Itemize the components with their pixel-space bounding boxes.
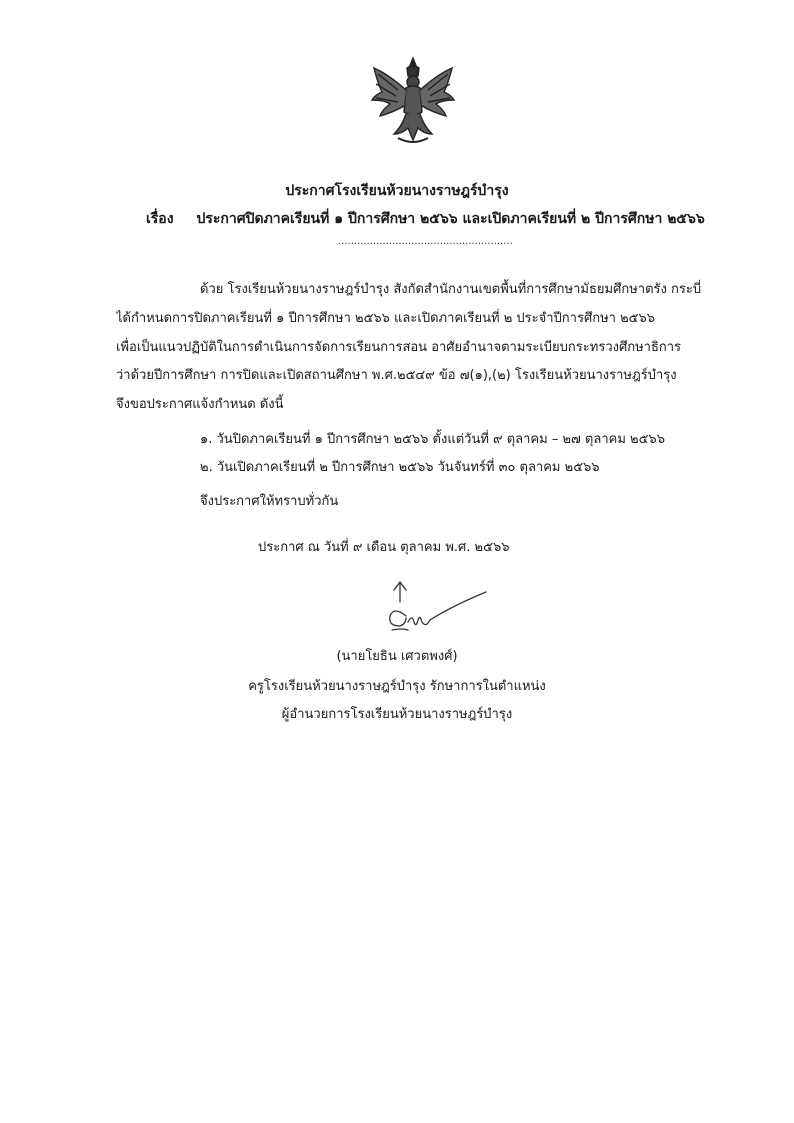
list-item: ๒. วันเปิดภาคเรียนที่ ๒ ปีการศึกษา ๒๕๖๖ วันจันทร์ที่ ๓๐ ตุลาคม ๒๕๖๖	[200, 460, 600, 475]
signer-position: ครูโรงเรียนห้วยนางราษฎร์บำรุง รักษาการในตำแหน่ง	[248, 679, 546, 694]
body-line: จึงขอประกาศแจ้งกำหนด ดังนี้	[116, 397, 284, 413]
subject-text: ประกาศปิดภาคเรียนที่ ๑ ปีการศึกษา ๒๕๖๖ และเปิดภาคเรียนที่ ๒ ปีการศึกษา ๒๕๖๖	[196, 211, 705, 227]
body-paragraph	[116, 276, 732, 420]
signer-name: (นายโยธิน เศวตพงศ์)	[336, 649, 458, 664]
subject-label: เรื่อง	[146, 211, 174, 227]
body-line: ด้วย โรงเรียนห้วยนางราษฎร์บำรุง สังกัดสำนักงานเขตพื้นที่การศึกษามัธยมศึกษาตรัง กระบี่	[200, 282, 702, 297]
signer-position: ผู้อำนวยการโรงเรียนห้วยนางราษฎร์บำรุง	[281, 707, 513, 722]
announcement-date: ประกาศ ณ วันที่ ๙ เดือน ตุลาคม พ.ศ. ๒๕๖๖	[258, 540, 510, 555]
announcement-title: ประกาศโรงเรียนห้วยนางราษฎร์บำรุง	[285, 183, 509, 199]
subject-line	[146, 208, 705, 230]
closing-statement: จึงประกาศให้ทราบทั่วกัน	[200, 494, 339, 509]
handwritten-signature-icon	[372, 572, 492, 642]
body-line: เพื่อเป็นแนวปฏิบัติในการดำเนินการจัดการเรียนการสอน อาศัยอำนาจตามระเบียบกระทรวงศึกษาธิการ	[116, 339, 682, 355]
body-line: ว่าด้วยปีการศึกษา การปิดและเปิดสถานศึกษา พ.ศ.๒๕๔๙ ข้อ ๗(๑),(๒) โรงเรียนห้วยนางราษฎร์บำรุง	[116, 368, 677, 384]
body-line: ได้กำหนดการปิดภาคเรียนที่ ๑ ปีการศึกษา ๒๕๖๖ และเปิดภาคเรียนที่ ๒ ประจำปีการศึกษา ๒๕๖๖	[116, 310, 655, 326]
separator-dots: .......................................................	[338, 236, 513, 247]
list-item: ๑. วันปิดภาคเรียนที่ ๑ ปีการศึกษา ๒๕๖๖ ตั้งแต่วันที่ ๙ ตุลาคม – ๒๗ ตุลาคม ๒๕๖๖	[200, 432, 665, 447]
garuda-emblem-icon	[368, 54, 458, 146]
